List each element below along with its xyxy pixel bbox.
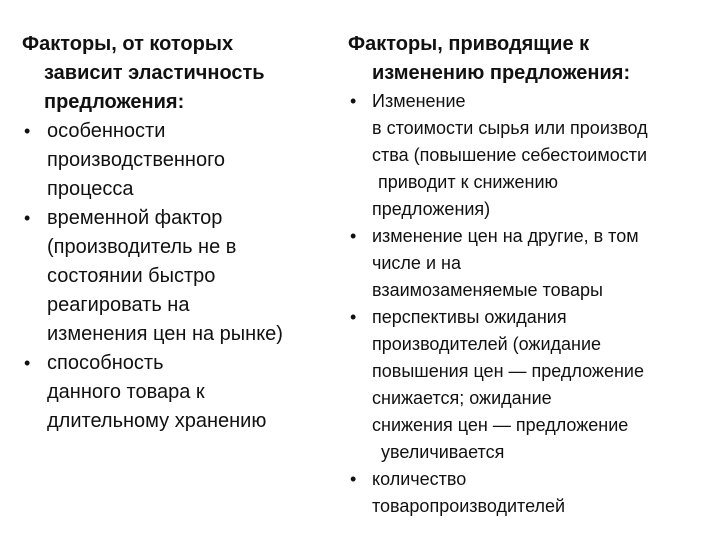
list-item-line: длительному хранению bbox=[47, 410, 267, 432]
list-item-line: повышения цен — предложение bbox=[372, 361, 644, 381]
right-heading-line-1: Факторы, приводящие к bbox=[348, 33, 590, 55]
left-heading-line-1: Факторы, от которых bbox=[22, 33, 234, 55]
right-list-item-producer-count bbox=[348, 466, 716, 520]
left-column bbox=[22, 30, 344, 436]
list-item-line: увеличивается bbox=[381, 442, 505, 462]
right-factor-list bbox=[348, 88, 716, 520]
list-item-line: Изменение bbox=[372, 91, 466, 111]
bullet-icon: • bbox=[350, 469, 357, 489]
list-item-line: способность bbox=[47, 352, 164, 374]
list-item-line: числе и на bbox=[372, 253, 461, 273]
bullet-icon: • bbox=[350, 307, 357, 327]
list-item-line: данного товара к bbox=[47, 381, 205, 403]
list-item-line: производственного bbox=[47, 149, 226, 171]
list-item-line: перспективы ожидания bbox=[372, 307, 567, 327]
list-item-line: снижения цен — предложение bbox=[372, 415, 629, 435]
right-heading bbox=[348, 30, 716, 88]
left-list-item-production-process bbox=[22, 117, 344, 204]
list-item-line: процесса bbox=[47, 178, 134, 200]
left-heading-line-3: предложения: bbox=[44, 91, 185, 113]
right-list-item-raw-material-cost bbox=[348, 88, 716, 223]
right-list-item-expectations bbox=[348, 304, 716, 466]
list-item-line: реагировать на bbox=[47, 294, 190, 316]
list-item-line: производителей (ожидание bbox=[372, 334, 602, 354]
list-item-line: взаимозаменяемые товары bbox=[372, 280, 603, 300]
bullet-icon: • bbox=[24, 121, 31, 141]
bullet-icon: • bbox=[350, 226, 357, 246]
left-heading-line-2: зависит эластичность bbox=[44, 62, 265, 84]
left-heading bbox=[22, 30, 344, 117]
left-factor-list bbox=[22, 117, 344, 436]
bullet-icon: • bbox=[350, 91, 357, 111]
right-list-item-other-prices bbox=[348, 223, 716, 304]
list-item-line: в стоимости сырья или производ bbox=[372, 118, 648, 138]
list-item-line: (производитель не в bbox=[47, 236, 237, 258]
right-column bbox=[348, 30, 716, 520]
list-item-line: товаропроизводителей bbox=[372, 496, 566, 516]
list-item-line: изменения цен на рынке) bbox=[47, 323, 283, 345]
bullet-icon: • bbox=[24, 208, 31, 228]
left-list-item-storage bbox=[22, 349, 344, 436]
bullet-icon: • bbox=[24, 353, 31, 373]
left-list-item-time-factor bbox=[22, 204, 344, 349]
right-heading-line-2: изменению предложения: bbox=[372, 62, 631, 84]
list-item-line: особенности bbox=[47, 120, 166, 142]
list-item-line: изменение цен на другие, в том bbox=[372, 226, 639, 246]
list-item-line: снижается; ожидание bbox=[372, 388, 552, 408]
list-item-line: приводит к снижению bbox=[378, 172, 559, 192]
list-item-line: предложения) bbox=[372, 199, 491, 219]
list-item-line: временной фактор bbox=[47, 207, 223, 229]
list-item-line: состоянии быстро bbox=[47, 265, 216, 287]
list-item-line: ства (повышение себестоимости bbox=[372, 145, 648, 165]
list-item-line: количество bbox=[372, 469, 467, 489]
